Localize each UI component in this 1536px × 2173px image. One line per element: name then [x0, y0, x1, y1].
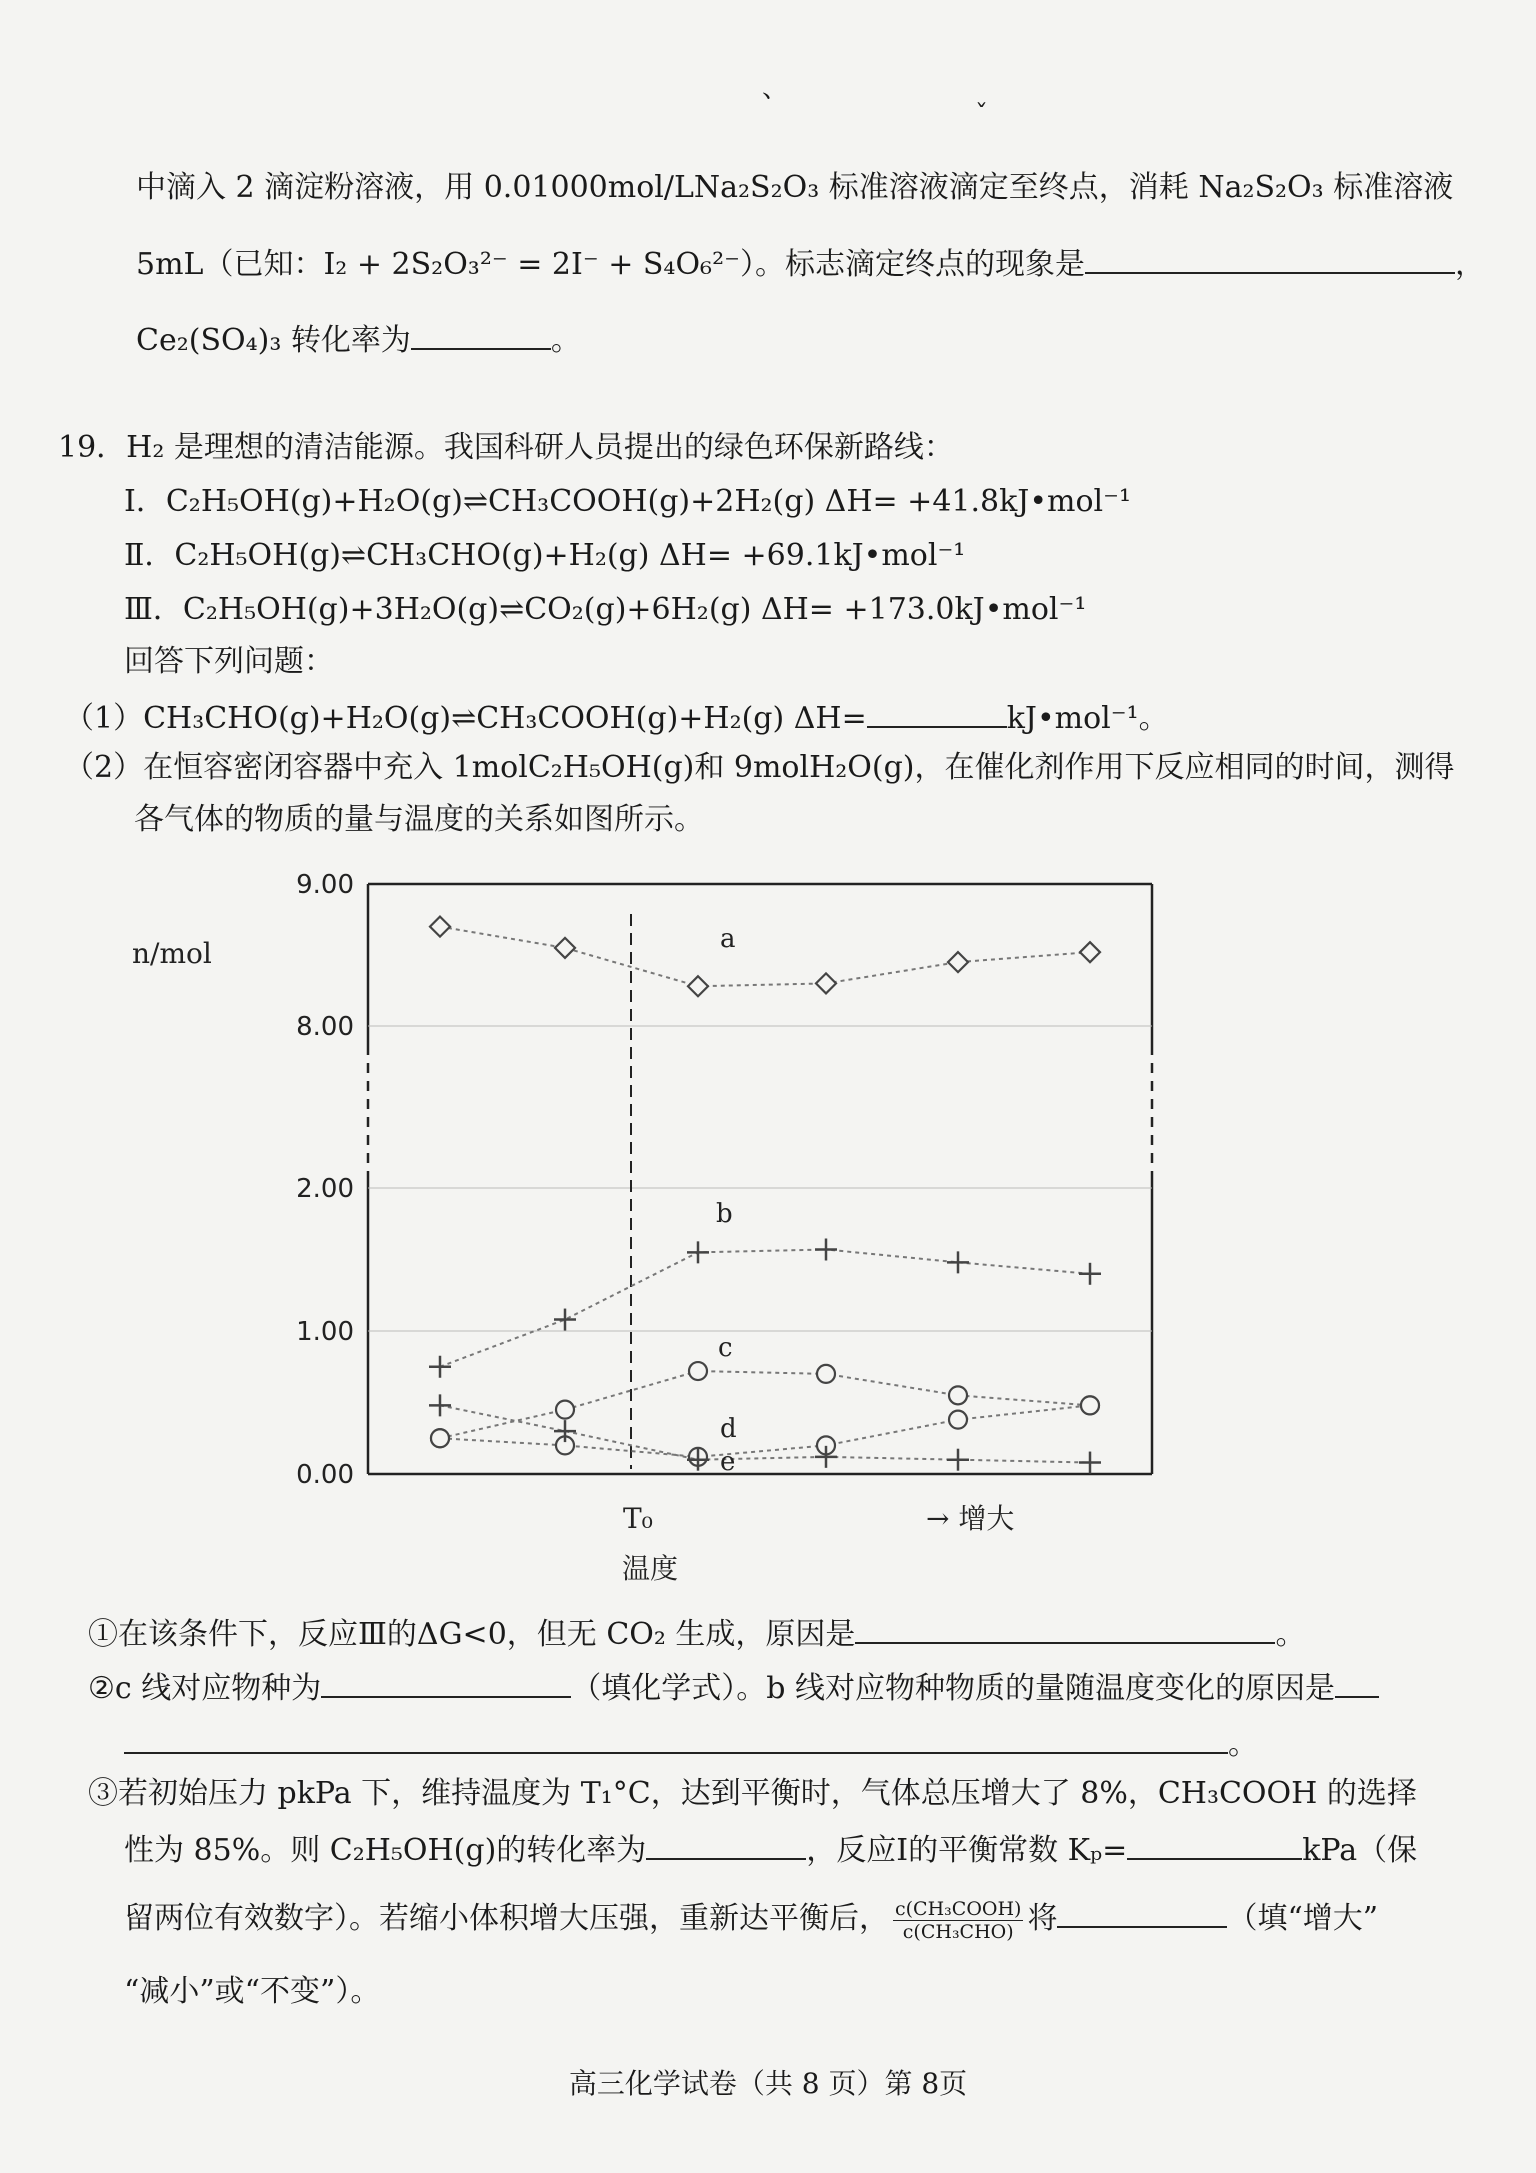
fraction-numerator: c(CH₃COOH) [895, 1897, 1022, 1920]
point-marker-c [949, 1386, 967, 1404]
point-marker-e [429, 1394, 451, 1416]
series-label-d: d [720, 1414, 737, 1444]
series-label-b: b [716, 1199, 733, 1229]
concentration-ratio-fraction [893, 1898, 1023, 1943]
y-tick-label: 9.00 [296, 870, 354, 900]
q18-line3 [136, 318, 581, 361]
part2-line1: （2）在恒容密闭容器中充入 1molC₂H₅OH(g)和 9molH₂O(g)，在催化剂作用下反应相同的时间，测得 [64, 750, 1455, 785]
kp-blank[interactable] [1127, 1828, 1302, 1860]
series-line-e [440, 1405, 1090, 1462]
subq2-line2 [124, 1722, 1258, 1765]
subq3-text-a: 性为 85%。则 C₂H₅OH(g)的转化率为 [124, 1833, 647, 1868]
subq3-line2 [124, 1828, 1417, 1871]
point-marker-b [429, 1356, 451, 1378]
subq3-text-e: 将 [1027, 1901, 1058, 1936]
point-marker-c [817, 1365, 835, 1383]
q18-line2-text: 5mL（已知：I₂ + 2S₂O₃²⁻ = 2I⁻ + S₄O₆²⁻）。标志滴定终点的现象是 [136, 247, 1085, 282]
subq3-line4: “减小”或“不变”）。 [124, 1974, 381, 2009]
point-marker-a [1080, 942, 1100, 962]
part2-line2: 各气体的物质的量与温度的关系如图所示。 [134, 802, 704, 837]
endpoint-phenomenon-blank[interactable] [1085, 242, 1455, 274]
series-line-a [440, 927, 1090, 987]
part1 [64, 696, 1169, 739]
line-b-reason-blank[interactable] [124, 1722, 1228, 1754]
point-marker-e [554, 1420, 576, 1442]
point-marker-a [816, 973, 836, 993]
subq2-mid: （填化学式）。b 线对应物种物质的量随温度变化的原因是 [571, 1671, 1335, 1706]
y-tick-label: 2.00 [296, 1174, 354, 1204]
y-tick-label: 1.00 [296, 1317, 354, 1347]
series-line-c [440, 1371, 1090, 1438]
ratio-change-blank[interactable] [1057, 1896, 1227, 1928]
point-marker-c [556, 1401, 574, 1419]
point-marker-c [689, 1362, 707, 1380]
subq1-text: ①在该条件下，反应Ⅲ的ΔG<0，但无 CO₂ 生成，原因是 [88, 1617, 856, 1652]
subq3-text-f: （填“增大” [1227, 1901, 1379, 1936]
q18-line1: 中滴入 2 滴淀粉溶液，用 0.01000mol/LNa₂S₂O₃ 标准溶液滴定至终点，消耗 Na₂S₂O₃ 标准溶液 [136, 170, 1454, 205]
y-tick-label: 8.00 [296, 1012, 354, 1042]
point-marker-b [1079, 1263, 1101, 1285]
subq3-text-b: ，反应I的平衡常数 Kₚ= [806, 1833, 1128, 1868]
subq1 [88, 1612, 1305, 1655]
reaction-2: Ⅱ．C₂H₅OH(g)⇌CH₃CHO(g)+H₂(g) ΔH= +69.1kJ•mol⁻¹ [124, 538, 966, 573]
delta-h-blank[interactable] [867, 696, 1007, 728]
subq2-line1 [88, 1666, 1379, 1709]
series-label-c: c [718, 1333, 733, 1363]
line-c-species-blank[interactable] [321, 1666, 571, 1698]
q18-line2-end: ， [1454, 247, 1485, 282]
q18-line3-end: 。 [550, 323, 581, 358]
point-marker-e [1079, 1452, 1101, 1474]
series-line-b [440, 1249, 1090, 1366]
point-marker-d [949, 1411, 967, 1429]
q19-intro: 19．H₂ 是理想的清洁能源。我国科研人员提出的绿色环保新路线： [58, 430, 954, 465]
reaction-1: Ⅰ．C₂H₅OH(g)+H₂O(g)⇌CH₃COOH(g)+2H₂(g) ΔH= +41.8kJ•mol⁻¹ [124, 484, 1131, 519]
series-label-a: a [720, 924, 736, 954]
part1-unit: kJ•mol⁻¹。 [1006, 701, 1169, 736]
point-marker-a [688, 976, 708, 996]
point-marker-b [947, 1251, 969, 1273]
point-marker-d [431, 1429, 449, 1447]
y-axis-label: n/mol [132, 937, 212, 970]
part1-text: （1）CH₃CHO(g)+H₂O(g)⇌CH₃COOH(g)+H₂(g) ΔH= [64, 701, 867, 736]
no-co2-reason-blank[interactable] [855, 1612, 1275, 1644]
subq3-text-d: 留两位有效数字）。若缩小体积增大压强，重新达平衡后， [124, 1901, 889, 1936]
ethanol-conversion-blank[interactable] [646, 1828, 806, 1860]
x-t0-label: T₀ [623, 1502, 653, 1535]
subq2-text: ②c 线对应物种为 [88, 1671, 322, 1706]
temperature-amount-chart [100, 855, 1200, 1585]
x-direction-label: → 增大 [926, 1502, 1015, 1535]
subq3-line3 [124, 1896, 1378, 1943]
series-label-e: e [720, 1447, 736, 1477]
point-marker-a [948, 952, 968, 972]
stray-mark-1: 、 [762, 74, 789, 104]
subq3-line1: ③若初始压力 pkPa 下，维持温度为 T₁°C，达到平衡时，气体总压增大了 8%，CH₃COOH 的选择 [88, 1776, 1417, 1811]
y-tick-label: 0.00 [296, 1460, 354, 1490]
x-axis-label: 温度 [622, 1552, 679, 1585]
fraction-denominator: c(CH₃CHO) [902, 1920, 1014, 1943]
series-line-d [440, 1405, 1090, 1456]
stray-mark-2: ˇ [975, 100, 988, 130]
line-b-reason-blank-start[interactable] [1335, 1666, 1379, 1698]
subq2-end: 。 [1228, 1727, 1258, 1762]
point-marker-e [947, 1449, 969, 1471]
q18-line3-text: Ce₂(SO₄)₃ 转化率为 [136, 323, 411, 358]
point-marker-b [687, 1241, 709, 1263]
subq1-end: 。 [1275, 1617, 1306, 1652]
reaction-3: Ⅲ．C₂H₅OH(g)+3H₂O(g)⇌CO₂(g)+6H₂(g) ΔH= +173.0kJ•mol⁻¹ [124, 592, 1087, 627]
answer-prompt: 回答下列问题： [124, 644, 334, 679]
q18-line2 [136, 242, 1485, 285]
point-marker-a [555, 938, 575, 958]
subq3-text-c: kPa（保 [1302, 1833, 1418, 1868]
point-marker-b [815, 1238, 837, 1260]
point-marker-d [1081, 1396, 1099, 1414]
point-marker-a [430, 917, 450, 937]
page-footer: 高三化学试卷（共 8 页）第 8页 [568, 2067, 968, 2100]
point-marker-b [554, 1309, 576, 1331]
conversion-rate-blank[interactable] [411, 318, 551, 350]
